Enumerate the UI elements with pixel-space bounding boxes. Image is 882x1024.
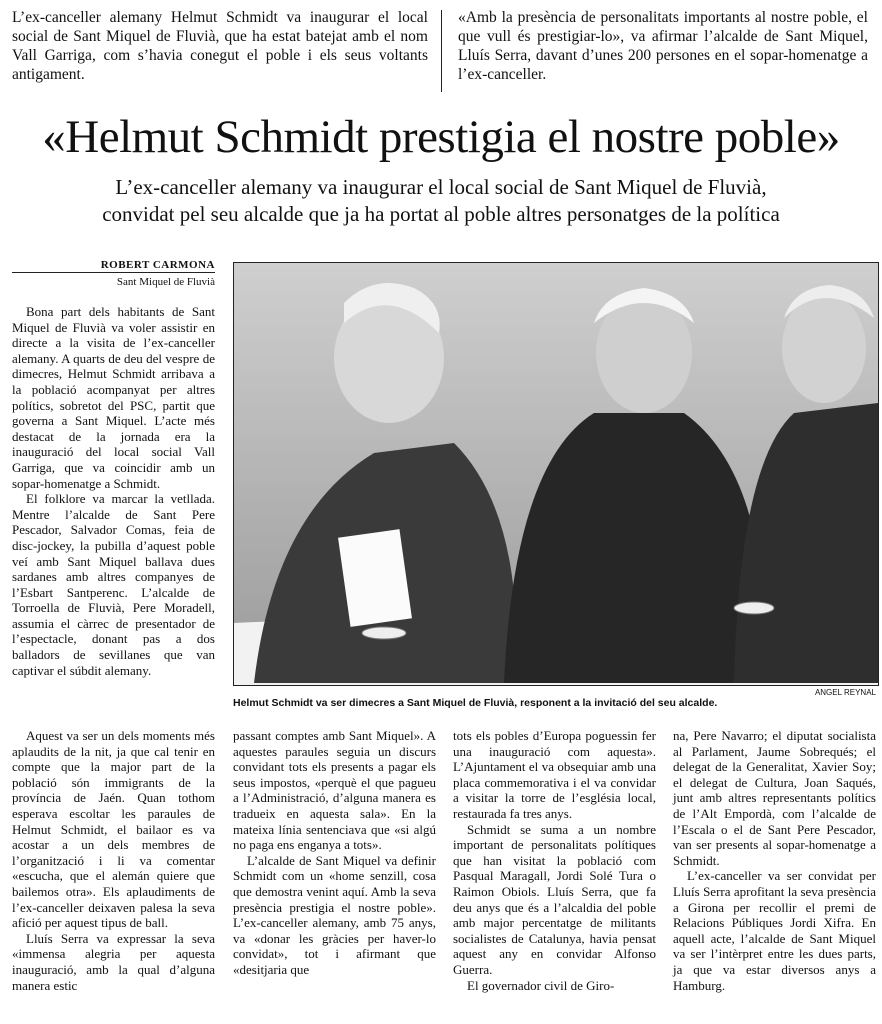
paragraph: Schmidt se suma a un nombre important de personalitats polítiques que han visitat la població com Pasqual Maragall, Jordi Solé Tura o Raimon Obiols. Lluís Serra, que fa deu anys que és a l’alcaldia del poble amb major percentatge de militants socialistes de Catalunya, havia pensat aquest any en convidar Alfonso Guerra. xyxy=(453,821,656,977)
paragraph: passant comptes amb Sant Miquel». A aquestes paraules seguia un discurs convidant tots els presents a pagar els seus impostos, «perquè el que pagueu a l’Administració, d’alguna manera es tradueix en aquesta sala». En la mateixa línia sentenciava que «si algú no paga ens enganya a tots». xyxy=(233,728,436,853)
body-column-2 xyxy=(233,728,436,978)
kicker-left: L’ex-canceller alemany Helmut Schmidt va inaugurar el local social de Sant Miquel de Fluvià, que ha estat batejat amb el nom Vall Garriga, com s’havia conegut el poble i els seus voltants antigament. xyxy=(12,9,428,83)
paragraph: na, Pere Navarro; el diputat socialista al Parlament, Jaume Sobrequés; el delegat de la Generalitat, Xavier Soy; el delegat de Cultura, Joan Saqués, junt amb altres representants polítics de l’Alt Empordà, com l’alcalde de l’Escala o el de Sant Pere Pescador, van ser presents al sopar-homenatge a Schmidt. xyxy=(673,728,876,868)
subhead xyxy=(0,174,882,228)
photo-credit: ANGEL REYNAL xyxy=(814,688,876,697)
byline-rule xyxy=(12,272,215,273)
paragraph: L’alcalde de Sant Miquel va definir Schmidt com un «home senzill, cosa que demostra venint aquí. Amb la seva presència prestigia el nostre poble». L’ex-canceller alemany, amb 75 anys, va «donar les gràcies per haver-lo convidat», tot i afirmant que «desitjaria que xyxy=(233,852,436,977)
paragraph: Bona part dels habitants de Sant Miquel de Fluvià va voler assistir en directe a la visita de l’ex-canceller alemany. A quarts de deu del vespre de dimecres, Helmut Schmidt arribava a la població acompanyat per altres polítics, sobretot del PSC, partit que governa a Sant Miquel. L’acte més destacat de la jornada era la inauguració del local social Vall Garriga, que va coincidir amb un sopar-homenatge a Schmidt. xyxy=(12,304,215,491)
subhead-line-2: convidat pel seu alcalde que ja ha portat al poble altres personatges de la política xyxy=(102,202,780,226)
subhead-line-1: L’ex-canceller alemany va inaugurar el local social de Sant Miquel de Fluvià, xyxy=(115,175,767,199)
body-column-3 xyxy=(453,728,656,993)
kicker-right: «Amb la presència de personalitats importants al nostre poble, el que vull és prestigiar-lo», va afirmar l’alcalde de Sant Miquel, Lluís Serra, davant d’unes 200 persones en el sopar-homenatge a l’ex-canceller. xyxy=(458,9,868,83)
paragraph: tots els pobles d’Europa poguessin fer una inauguració com aquesta». L’Ajuntament el va obsequiar amb una placa commemorativa i el va convidar a visitar la torre de l’església local, restaurada fa tres anys. xyxy=(453,728,656,821)
body-column-4 xyxy=(673,728,876,993)
byline-location: Sant Miquel de Fluvià xyxy=(116,276,215,288)
kicker-divider xyxy=(441,10,442,92)
photo-image xyxy=(234,263,878,685)
headline: «Helmut Schmidt prestigia el nostre poble» xyxy=(42,111,840,163)
paragraph: El folklore va marcar la vetllada. Mentre l’alcalde de Sant Pere Pescador, Salvador Comas, feia de disc-jockey, la pubilla d’aquest poble veí amb Sant Miquel ballava dues sardanes amb altres companyes de l’Esbart Santperenc. L’alcalde de Torroella de Fluvià, Pere Moradell, assumia el càrrec de presentador de l’espectacle, donant pas a dos balladors de sevillanes que van captivar el súbdit alemany. xyxy=(12,491,215,678)
photo xyxy=(233,262,879,686)
body-column-1-bottom xyxy=(12,728,215,993)
paragraph: Aquest va ser un dels moments més aplaudits de la nit, ja que cal tenir en compte que la major part de la població són immigrants de la província de Jaén. Quan tothom esperava escoltar les paraules de Helmut Schmidt, el bailaor es va acostar a un dels membres de l’organització i li va comentar «escucha, que el alemán quiere que bailemos otra». Els aplaudiments de l’ex-canceller deixaven palesa la seva afició per aquest tipus de ball. xyxy=(12,728,215,931)
paragraph: El governador civil de Giro- xyxy=(467,977,615,993)
body-column-1-top xyxy=(12,304,215,678)
paragraph: L’ex-canceller va ser convidat per Lluís Serra aprofitant la seva presència a Girona per recollir el premi de Relacions Públiques Jordi Xifra. En aquell acte, l’alcalde de Sant Miquel va ser l’intèrpret entre les dues parts, ja que va estar diversos anys a Hamburg. xyxy=(673,868,876,993)
paragraph: Lluís Serra va expressar la seva «immensa alegria per aquesta inauguració, amb la qual d’alguna manera estic xyxy=(12,930,215,993)
photo-caption: Helmut Schmidt va ser dimecres a Sant Miquel de Fluvià, responent a la invitació del seu alcalde. xyxy=(233,697,718,709)
byline xyxy=(12,258,215,289)
byline-author: ROBERT CARMONA xyxy=(100,259,215,271)
